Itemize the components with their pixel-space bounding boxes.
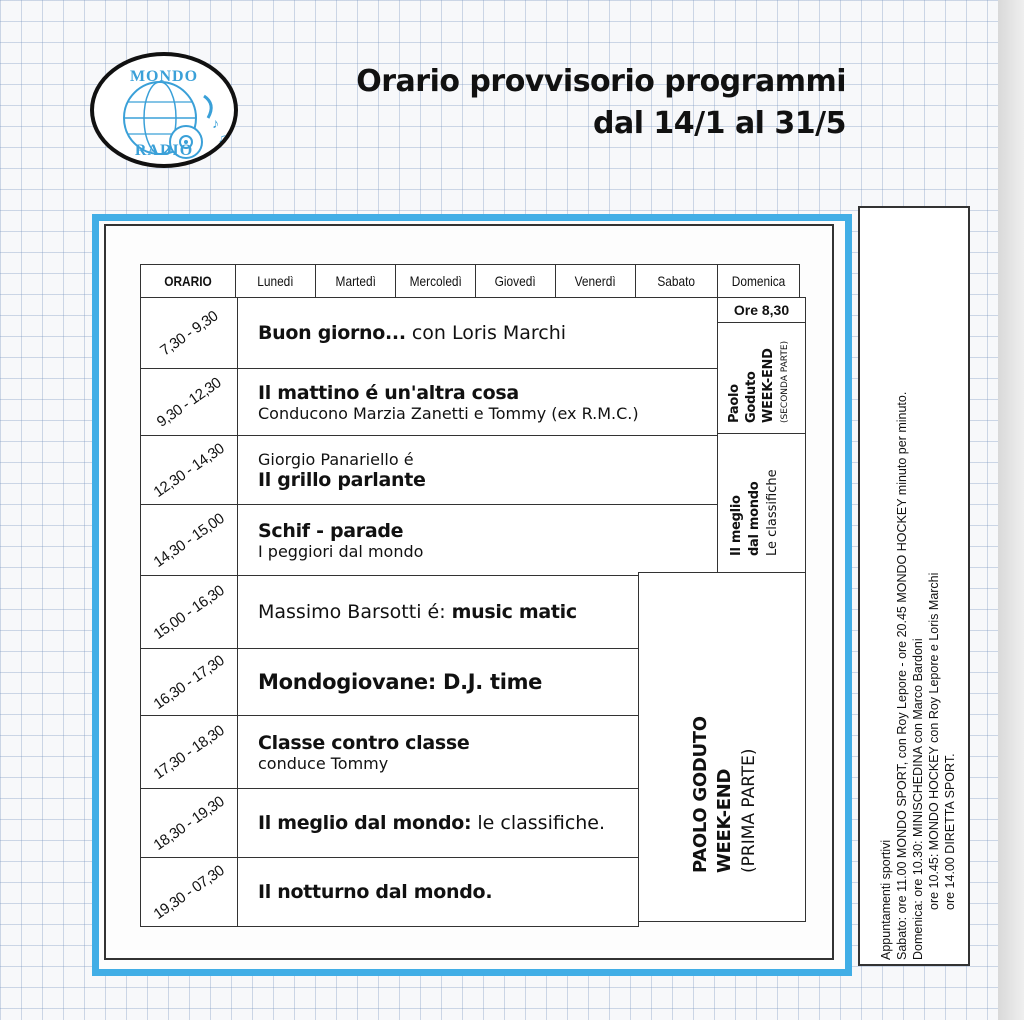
sunday-block-goduto — [717, 322, 806, 434]
program-title: Classe contro classe — [258, 731, 470, 754]
time-cell: 17,30 - 18,30 — [140, 715, 238, 789]
weekend-title: WEEK-END — [714, 768, 735, 873]
sunday-block-goduto-line4: (SECONDA PARTE) — [780, 340, 790, 423]
program-row-7 — [237, 715, 639, 789]
sports-note-sunday-3: ore 14.00 DIRETTA SPORT. — [943, 753, 957, 910]
program-host: Conducono Marzia Zanetti e Tommy (ex R.M.C.) — [258, 403, 639, 423]
program-row-1 — [237, 297, 719, 369]
program-title: Il notturno dal mondo. — [258, 881, 493, 903]
header-domenica: Domenica — [717, 264, 800, 298]
time-cell: 16,30 - 17,30 — [140, 648, 238, 716]
sunday-block-classifiche-line2: dal mondo — [747, 481, 762, 556]
weekend-block — [638, 572, 806, 922]
program-title: Buon giorno... — [258, 322, 406, 344]
program-subtitle: le classifiche. — [471, 812, 606, 834]
header-sabato: Sabato — [635, 264, 718, 298]
mondo-radio-logo — [90, 52, 238, 168]
sunday-block-goduto-line2: Goduto — [744, 371, 759, 423]
sunday-block-classifiche-line1: Il meglio — [729, 495, 744, 556]
header-lunedi: Lunedì — [235, 264, 316, 298]
weekend-part: (PRIMA PARTE) — [739, 748, 759, 873]
svg-text:♪: ♪ — [212, 115, 219, 131]
time-cell: 12,30 - 14,30 — [140, 435, 238, 505]
page-title: Orario provvisorio programmi — [356, 64, 846, 99]
time-cell: 19,30 - 07,30 — [140, 857, 238, 927]
program-host: Giorgio Panariello é — [258, 449, 414, 469]
weekend-host: PAOLO GODUTO — [690, 716, 711, 873]
program-row-3 — [237, 435, 719, 505]
program-row-9 — [237, 857, 639, 927]
time-cell: 18,30 - 19,30 — [140, 788, 238, 858]
time-cell: 7,30 - 9,30 — [140, 297, 238, 369]
header-orario: ORARIO — [140, 264, 236, 298]
program-title: Il grillo parlante — [258, 468, 426, 491]
program-title: music matic — [451, 601, 577, 623]
page-edge — [998, 0, 1024, 1020]
program-subtitle: I peggiori dal mondo — [258, 541, 424, 561]
program-row-8 — [237, 788, 639, 858]
sports-note-sunday: Domenica: ore 10.30: MINISCHEDINA con Marco Bardoni — [911, 638, 925, 960]
svg-text:♫: ♫ — [218, 131, 227, 145]
sunday-time: Ore 8,30 — [717, 297, 806, 323]
program-title: Mondogiovane: D.J. time — [258, 670, 543, 694]
sunday-block-classifiche-line3: Le classifiche — [765, 469, 780, 556]
program-title: Il mattino é un'altra cosa — [258, 381, 519, 404]
program-host: conduce Tommy — [258, 753, 389, 773]
program-title: Schif - parade — [258, 519, 404, 542]
logo-text-top: MONDO — [129, 68, 199, 85]
program-row-6 — [237, 648, 639, 716]
sports-note-sunday-2: ore 10.45: MONDO HOCKEY con Roy Lepore e Loris Marchi — [927, 572, 941, 910]
program-row-4 — [237, 504, 719, 576]
program-row-2 — [237, 368, 719, 436]
header-giovedi: Giovedì — [475, 264, 556, 298]
sports-note-heading: Appuntamenti sportivi — [879, 839, 893, 960]
sports-note-saturday: Sabato: ore 11.00 MONDO SPORT, con Roy Lepore - ore 20.45 MONDO HOCKEY minuto per minuto. — [895, 391, 909, 960]
header-mercoledi: Mercoledì — [395, 264, 476, 298]
sunday-block-goduto-line3: WEEK-END — [761, 348, 776, 423]
time-cell: 15,00 - 16,30 — [140, 575, 238, 649]
program-host: Massimo Barsotti é: — [258, 601, 452, 623]
time-cell: 9,30 - 12,30 — [140, 368, 238, 436]
sunday-block-goduto-line1: Paolo — [727, 384, 742, 423]
program-title: Il meglio dal mondo: — [258, 812, 472, 834]
program-row-5 — [237, 575, 639, 649]
sports-note — [878, 200, 958, 960]
header-venerdi: Venerdì — [555, 264, 636, 298]
time-cell: 14,30 - 15,00 — [140, 504, 238, 576]
program-host: con Loris Marchi — [405, 322, 567, 344]
page-subtitle: dal 14/1 al 31/5 — [592, 106, 846, 141]
logo-text-bottom: RADIO — [134, 142, 194, 159]
header-martedi: Martedì — [315, 264, 396, 298]
sunday-block-classifiche — [717, 433, 806, 573]
